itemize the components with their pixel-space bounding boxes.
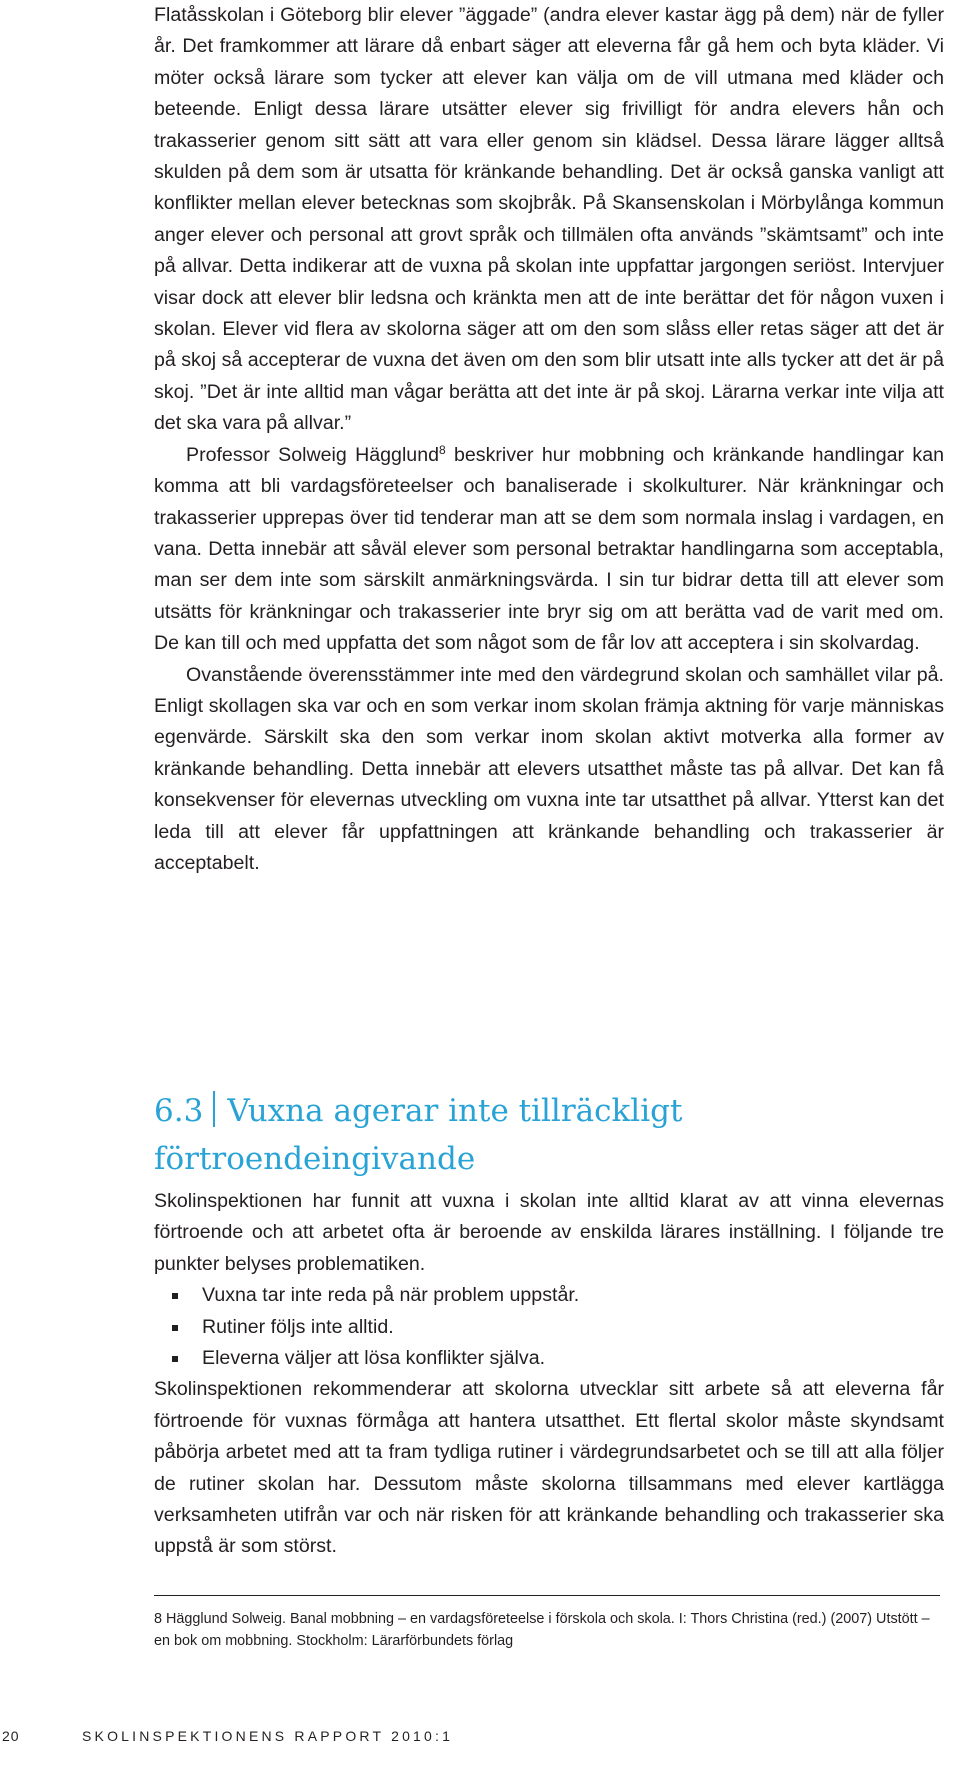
report-title: SKOLINSPEKTIONENS RAPPORT 2010:1 xyxy=(82,1728,454,1744)
list-item-text: Eleverna väljer att lösa konflikter själva. xyxy=(202,1347,546,1370)
section-number: 6.3 xyxy=(154,1093,204,1129)
body-paragraph: Flatåsskolan i Göteborg blir elever ”äggade” (andra elever kastar ägg på dem) när de fyller år. Det framkommer att lärare då enbart säger att eleverna får gå hem och byta kläder. Vi möter också lärare som tycker att elever kan välja om de vill utmana med kläder och beteende. Enligt dessa lärare utsätter elever sig frivilligt för andra elevers hån och trakasserier genom sitt sätt att vara eller genom sin klädsel. Dessa lärare lägger alltså skulden på dem som är utsatta för kränkande behandling. Det är också ganska vanligt att konflikter mellan elever betecknas som skojbråk. På Skansenskolan i Mörbylånga kommun anger elever och personal att grovt språk och tillmälen ofta används ”skämtsamt” och inte på allvar. Detta indikerar att de vuxna på skolan inte uppfattar jargongen seriöst. Intervjuer visar dock att elever blir ledsna och kränkta men att de inte berättar det för någon vuxen i skolan. Elever vid flera av skolorna säger att om den som slåss eller retas säger att det är på skoj så accepterar de vuxna det även om den som blir utsatt inte alls tycker att det är på skoj. ”Det är inte alltid man vågar berätta att det inte är på skoj. Lärarna verkar inte vilja att det ska vara på allvar.” xyxy=(154,4,944,435)
author-name: Professor Solweig Hägglund xyxy=(186,443,439,466)
section-title: Vuxna agerar inte tillräckligt förtroendeingivande xyxy=(154,1093,683,1177)
list-item xyxy=(154,1343,944,1374)
bullet-icon xyxy=(172,1325,178,1331)
bullet-icon xyxy=(172,1293,178,1299)
body-paragraph: Ovanstående överensstämmer inte med den värdegrund skolan och samhället vilar på. Enligt skollagen ska var och en som verkar inom skolan främja aktning för varje människas egenvärde. Särskilt ska den som verkar inom skolan aktivt motverka alla former av kränkande behandling. Detta innebär att elevers utsatthet måste tas på allvar. Det kan få konsekvenser för elevernas utveckling om vuxna inte tar utsatthet på allvar. Ytterst kan det leda till att elever får uppfattningen att kränkande behandling och trakasserier är acceptabelt. xyxy=(154,663,944,874)
heading-divider xyxy=(213,1091,215,1127)
footnote: 8 Hägglund Solweig. Banal mobbning – en vardagsföreteelse i förskola och skola. I: Thors Christina (red.) (2007) Utstött – en bok om mobbning. Stockholm: Lärarförbundets förlag xyxy=(154,1611,930,1649)
list-item xyxy=(154,1312,944,1343)
section-heading xyxy=(154,1087,914,1183)
bullet-icon xyxy=(172,1356,178,1362)
section-text-block xyxy=(154,0,944,879)
list-item xyxy=(154,1280,944,1311)
page-footer xyxy=(0,1725,960,1749)
bullet-list xyxy=(154,1280,944,1374)
section-closing: Skolinspektionen rekommenderar att skolorna utvecklar sitt arbete så att eleverna får förtroende för vuxnas förmåga att hantera utsatthet. Ett flertal skolor måste skyndsamt påbörja arbetet med att ta fram tydliga rutiner i värdegrundsarbetet och se till att alla följer de rutiner skolan har. Dessutom måste skolorna tillsammans med elever kartlägga verksamheten utifrån var och när risken för att kränkande behandling och trakasserier ska uppstå är som störst. xyxy=(154,1378,944,1558)
footnote-reference: 8 xyxy=(439,442,446,457)
list-item-text: Vuxna tar inte reda på när problem uppstår. xyxy=(202,1284,580,1307)
footnote-divider xyxy=(154,1595,940,1596)
section-intro: Skolinspektionen har funnit att vuxna i skolan inte alltid klarat av att vinna elevernas förtroende och att arbetet ofta är beroende av enskilda lärares inställning. I följande tre punkter belyses problematiken. xyxy=(154,1190,944,1275)
page-number: 20 xyxy=(2,1728,20,1744)
list-item-text: Rutiner följs inte alltid. xyxy=(202,1315,394,1338)
section-6-3-text xyxy=(154,1186,944,1563)
body-paragraph xyxy=(154,440,944,660)
paragraph-text: beskriver hur mobbning och kränkande handlingar kan komma att bli vardagsföreteelser och banaliserade i skolkulturer. När kränkningar och trakasserier upprepas över tid tenderar man att se dem som normala inslag i vardagen, en vana. Detta innebär att såväl elever som personal betraktar handlingarna som acceptabla, man ser dem inte som särskilt anmärkningsvärda. I sin tur bidrar detta till att elever som utsätts för kränkningar och trakasserier inte bryr sig om att berätta vad de varit med om. De kan till och med uppfatta det som något som de får lov att acceptera i sin skolvardag. xyxy=(154,443,944,655)
